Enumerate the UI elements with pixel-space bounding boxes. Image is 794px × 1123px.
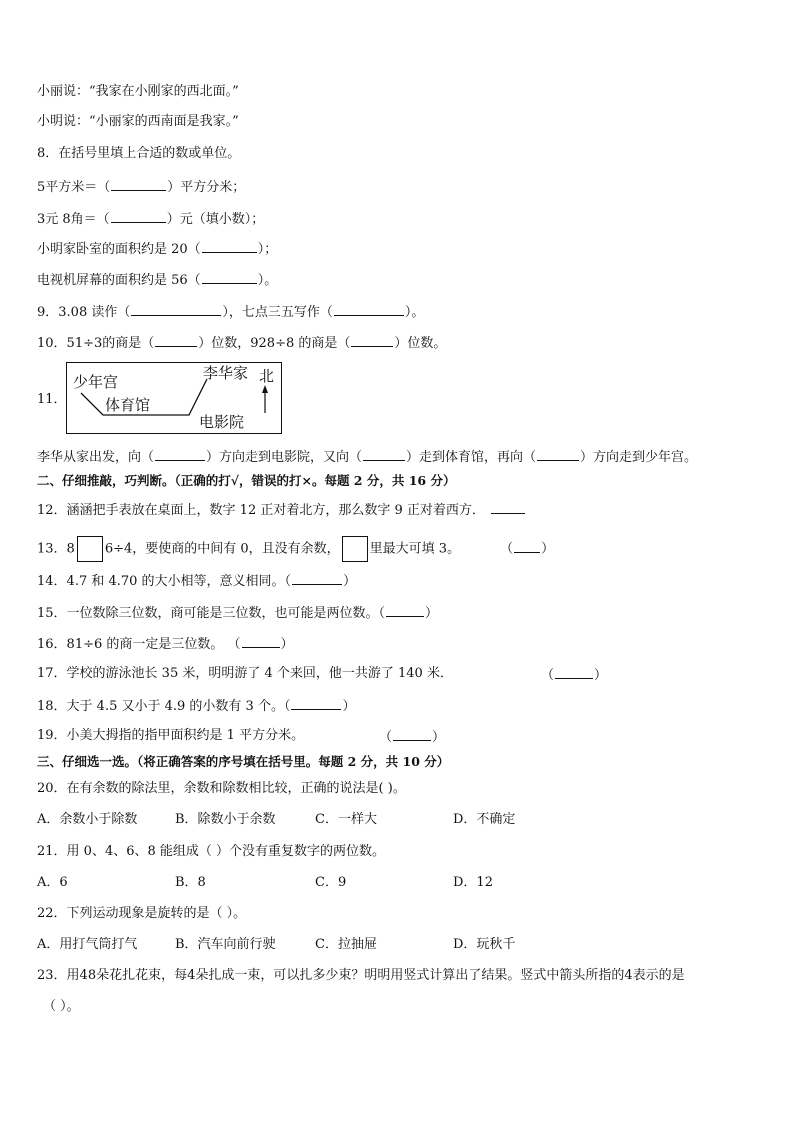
answer-blank[interactable]: [131, 302, 221, 316]
question-8a: [37, 177, 245, 197]
text: ）方向走到电影院，又向（: [206, 450, 363, 465]
option-b[interactable]: B．8: [175, 875, 206, 890]
text: （: [500, 541, 514, 557]
north-label: 北: [259, 367, 275, 385]
map-label-tiyuguan: 体育馆: [105, 396, 151, 414]
section-3-heading: 三、仔细选一选。（将正确答案的序号填在括号里。每题 2 分，共 10 分）: [37, 754, 450, 769]
answer-blank[interactable]: [292, 571, 342, 585]
option-c[interactable]: C．拉抽屉: [315, 937, 377, 952]
answer-blank[interactable]: [111, 209, 166, 223]
answer-blank[interactable]: [393, 727, 431, 741]
answer-blank[interactable]: [386, 603, 424, 617]
question-19-answer: [379, 727, 445, 747]
answer-blank[interactable]: [351, 333, 393, 347]
text: ）元（填小数）；: [166, 212, 265, 227]
text: ）；: [257, 242, 278, 257]
text: ）: [541, 541, 555, 557]
text: ）: [280, 637, 294, 652]
option-b[interactable]: B．汽车向前行驶: [175, 937, 276, 952]
text: 14．4.7 和 4.70 的大小相等，意义相同。（: [37, 574, 292, 589]
option-a[interactable]: A．用打气筒打气: [37, 937, 138, 952]
option-c[interactable]: C．9: [315, 875, 347, 890]
answer-blank[interactable]: [514, 539, 540, 553]
text: 5平方米＝（: [37, 180, 111, 195]
answer-blank[interactable]: [291, 696, 341, 710]
text-line: 小明说：“小丽家的西南面是我家。”: [37, 114, 239, 129]
question-12: [37, 500, 526, 520]
answer-blank[interactable]: [334, 302, 404, 316]
question-8: 8．在括号里填上合适的数或单位。: [37, 146, 241, 161]
question-15: [37, 603, 438, 623]
map-label-shaoniangong: 少年宫: [73, 373, 119, 391]
text: ）: [343, 574, 357, 589]
text: ）平方分米；: [167, 180, 246, 195]
answer-blank[interactable]: [202, 239, 257, 253]
question-19: 19．小美大拇指的指甲面积约是 1 平方分米。: [37, 728, 305, 743]
question-18: [37, 696, 355, 716]
text: （: [541, 668, 555, 683]
question-8c: [37, 239, 277, 259]
text: 10．51÷3的商是（: [37, 336, 155, 351]
question-13: [37, 536, 554, 562]
text: ）。: [257, 273, 278, 288]
answer-blank[interactable]: [111, 177, 166, 191]
text: 18．大于 4.5 又小于 4.9 的小数有 3 个。（: [37, 699, 291, 714]
answer-blank[interactable]: [155, 333, 197, 347]
question-8b: [37, 209, 264, 229]
text: 电视机屏幕的面积约是 56（: [37, 273, 201, 288]
map-label-dianyingyuan: 电影院: [199, 413, 245, 431]
question-17-answer: [541, 665, 607, 685]
text: 里最大可填 3。: [369, 541, 461, 557]
text: ）: [594, 668, 608, 683]
digit-box[interactable]: [77, 536, 103, 562]
option-b[interactable]: B．除数小于余数: [175, 812, 276, 827]
question-21: 21．用 0、4、6、8 能组成（ ）个没有重复数字的两位数。: [37, 844, 386, 859]
text: ）: [425, 606, 439, 621]
question-8d: [37, 270, 277, 290]
text: ）走到体育馆，再向（: [406, 450, 537, 465]
question-23: 23．用48朵花扎花束，每4朵扎成一束，可以扎多少束？明明用竖式计算出了结果。竖式中箭头所指的4表示的是: [37, 968, 685, 983]
question-22: 22．下列运动现象是旋转的是（ ）。: [37, 906, 247, 921]
digit-box[interactable]: [342, 536, 368, 562]
text: 9．3.08 读作（: [37, 305, 131, 320]
question-16: [37, 634, 294, 654]
text: ）方向走到少年宫。: [580, 450, 698, 465]
text: 小明家卧室的面积约是 20（: [37, 242, 201, 257]
option-c[interactable]: C．一样大: [315, 812, 377, 827]
text: 6÷4，要使商的中间有 0，且没有余数，: [104, 541, 340, 557]
answer-blank[interactable]: [491, 500, 525, 514]
text: ）: [342, 699, 356, 714]
answer-blank[interactable]: [537, 447, 579, 461]
option-d[interactable]: D．玩秋千: [453, 937, 516, 952]
question-11-text: [37, 447, 697, 467]
text-line: 小丽说：“我家在小刚家的西北面。”: [37, 84, 239, 99]
text: ）位数，928÷8 的商是（: [198, 336, 351, 351]
text: ）: [432, 730, 446, 745]
question-10: [37, 333, 446, 353]
section-2-heading: 二、仔细推敲，巧判断。（正确的打√，错误的打×。每题 2 分，共 16 分）: [37, 473, 456, 488]
text: （: [379, 730, 393, 745]
option-a[interactable]: A．6: [37, 875, 68, 890]
answer-blank[interactable]: [363, 447, 405, 461]
text: ），七点三五写作（: [222, 305, 333, 320]
question-17: 17．学校的游泳池长 35 米，明明游了 4 个来回，他一共游了 140 米．: [37, 666, 453, 681]
question-20: 20．在有余数的除法里，余数和除数相比较，正确的说法是( )。: [37, 781, 406, 796]
direction-map: [66, 362, 282, 434]
map-label-lihuajia: 李华家: [203, 364, 249, 382]
question-14: [37, 571, 356, 591]
answer-blank[interactable]: [242, 634, 280, 648]
text: ）。: [404, 305, 425, 320]
option-a[interactable]: A．余数小于除数: [37, 812, 138, 827]
text: 16．81÷6 的商一定是三位数。 （: [37, 637, 241, 652]
text: 15．一位数除三位数，商可能是三位数，也可能是两位数。（: [37, 606, 386, 621]
option-d[interactable]: D．12: [453, 875, 493, 890]
text: ）位数。: [394, 336, 447, 351]
text: 李华从家出发，向（: [37, 450, 155, 465]
text: 3元 8角＝（: [37, 212, 110, 227]
question-23-answer: （ ）。: [43, 999, 80, 1014]
question-9: [37, 302, 424, 322]
answer-blank[interactable]: [202, 270, 257, 284]
option-d[interactable]: D．不确定: [453, 812, 516, 827]
question-11: 11．: [37, 392, 67, 407]
text: 13．8: [37, 541, 75, 557]
text: 12．涵涵把手表放在桌面上，数字 12 正对着北方，那么数字 9 正对着西方．: [37, 503, 485, 518]
answer-blank[interactable]: [155, 447, 205, 461]
answer-blank[interactable]: [555, 665, 593, 679]
